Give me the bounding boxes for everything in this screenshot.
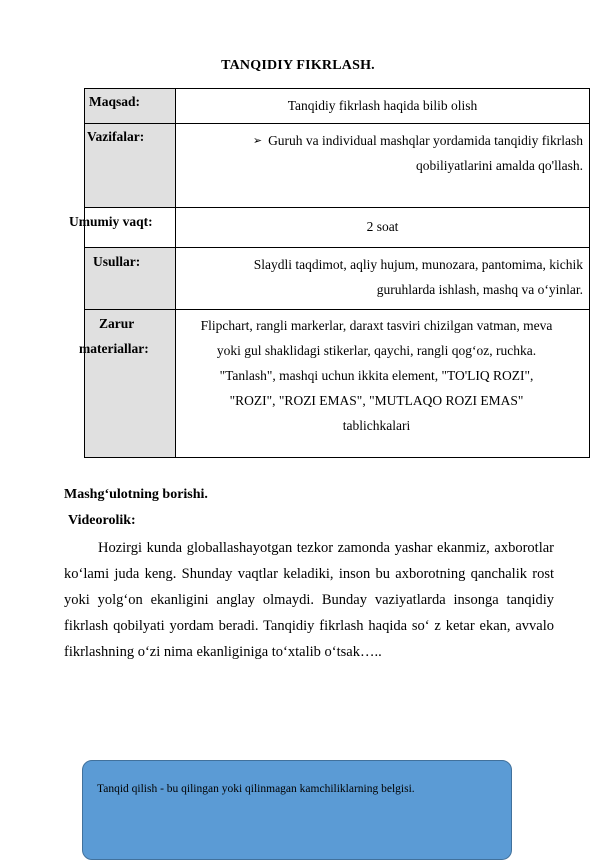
maqsad-label-cell: [85, 89, 176, 124]
vazifalar-line1: Guruh va individual mashqlar yordamida tanqidiy fikrlash: [268, 133, 583, 148]
maqsad-value: Tanqidiy fikrlash haqida bilib olish: [287, 98, 478, 113]
usullar-label-cell: [85, 248, 176, 310]
vazifalar-value-cell: [176, 124, 590, 208]
vazifalar-label-cell: [85, 124, 176, 208]
usullar-label: Usullar:: [93, 254, 141, 269]
materiallar-line4: "ROZI", "ROZI EMAS", "MUTLAQO ROZI EMAS": [229, 393, 524, 408]
table-row: [85, 124, 590, 208]
usullar-value-cell: [176, 248, 590, 310]
vaqt-label: Umumiy vaqt:: [69, 214, 153, 229]
materiallar-line1: Flipchart, rangli markerlar, daraxt tasviri chizilgan vatman, meva: [200, 318, 553, 333]
table-row: [85, 208, 590, 248]
materiallar-label-line1: Zarur: [99, 316, 135, 331]
vaqt-label-cell: [69, 208, 176, 248]
materiallar-line2: yoki gul shaklidagi stikerlar, qaychi, rangli qog‘oz, ruchka.: [216, 343, 537, 358]
lesson-info-table: [69, 88, 590, 458]
materiallar-label-cell: [79, 310, 176, 458]
arrow-bullet-icon: ➢: [252, 134, 263, 147]
materiallar-line3: "Tanlash", mashqi uchun ikkita element, "TO'LIQ ROZI",: [219, 368, 534, 383]
vazifalar-bullet: [182, 128, 583, 153]
materiallar-line5: tablichkalari: [342, 418, 411, 433]
maqsad-value-cell: [176, 89, 590, 124]
usullar-line1: Slaydli taqdimot, aqliy hujum, munozara, pantomima, kichik: [253, 257, 583, 272]
vaqt-value-cell: [176, 208, 590, 248]
materiallar-value-cell: [176, 310, 590, 458]
vazifalar-label: Vazifalar:: [87, 129, 145, 144]
table-row: [85, 248, 590, 310]
body-paragraph: Hozirgi kunda globallashayotgan tezkor zamonda yashar ekanmiz, axborotlar ko‘lami juda keng. Shunday vaqtlar keladiki, inson bu axborotning qanchalik rost yoki yolg‘on ekanligini anglay olmaydi. Bunday vaziyatlarda insonga tanqidiy fikrlash qobilyati yordam beradi. Tanqidiy fikrlash haqida so‘ z ketar ekan, avvalo fikrlashning o‘zi nima ekanliginiga to‘xtalib o‘tsak…..: [64, 540, 554, 660]
note-callout: [82, 760, 512, 860]
vazifalar-line2: qobiliyatlarini amalda qo'llash.: [415, 158, 583, 173]
vaqt-value: 2 soat: [366, 219, 399, 234]
page-title: TANQIDIY FIKRLASH.: [221, 58, 375, 73]
materiallar-label-line2: materiallar:: [79, 341, 149, 356]
section-heading: Mashg‘ulotning borishi.: [64, 487, 208, 502]
sub-heading: Videorolik:: [68, 513, 136, 528]
maqsad-label: Maqsad:: [89, 94, 141, 109]
table-row: [85, 310, 590, 458]
note-text: Tanqid qilish - bu qilingan yoki qilinmagan kamchiliklarning belgisi.: [97, 783, 415, 795]
usullar-line2: guruhlarda ishlash, mashq va o‘yinlar.: [376, 282, 583, 297]
table-row: [85, 89, 590, 124]
